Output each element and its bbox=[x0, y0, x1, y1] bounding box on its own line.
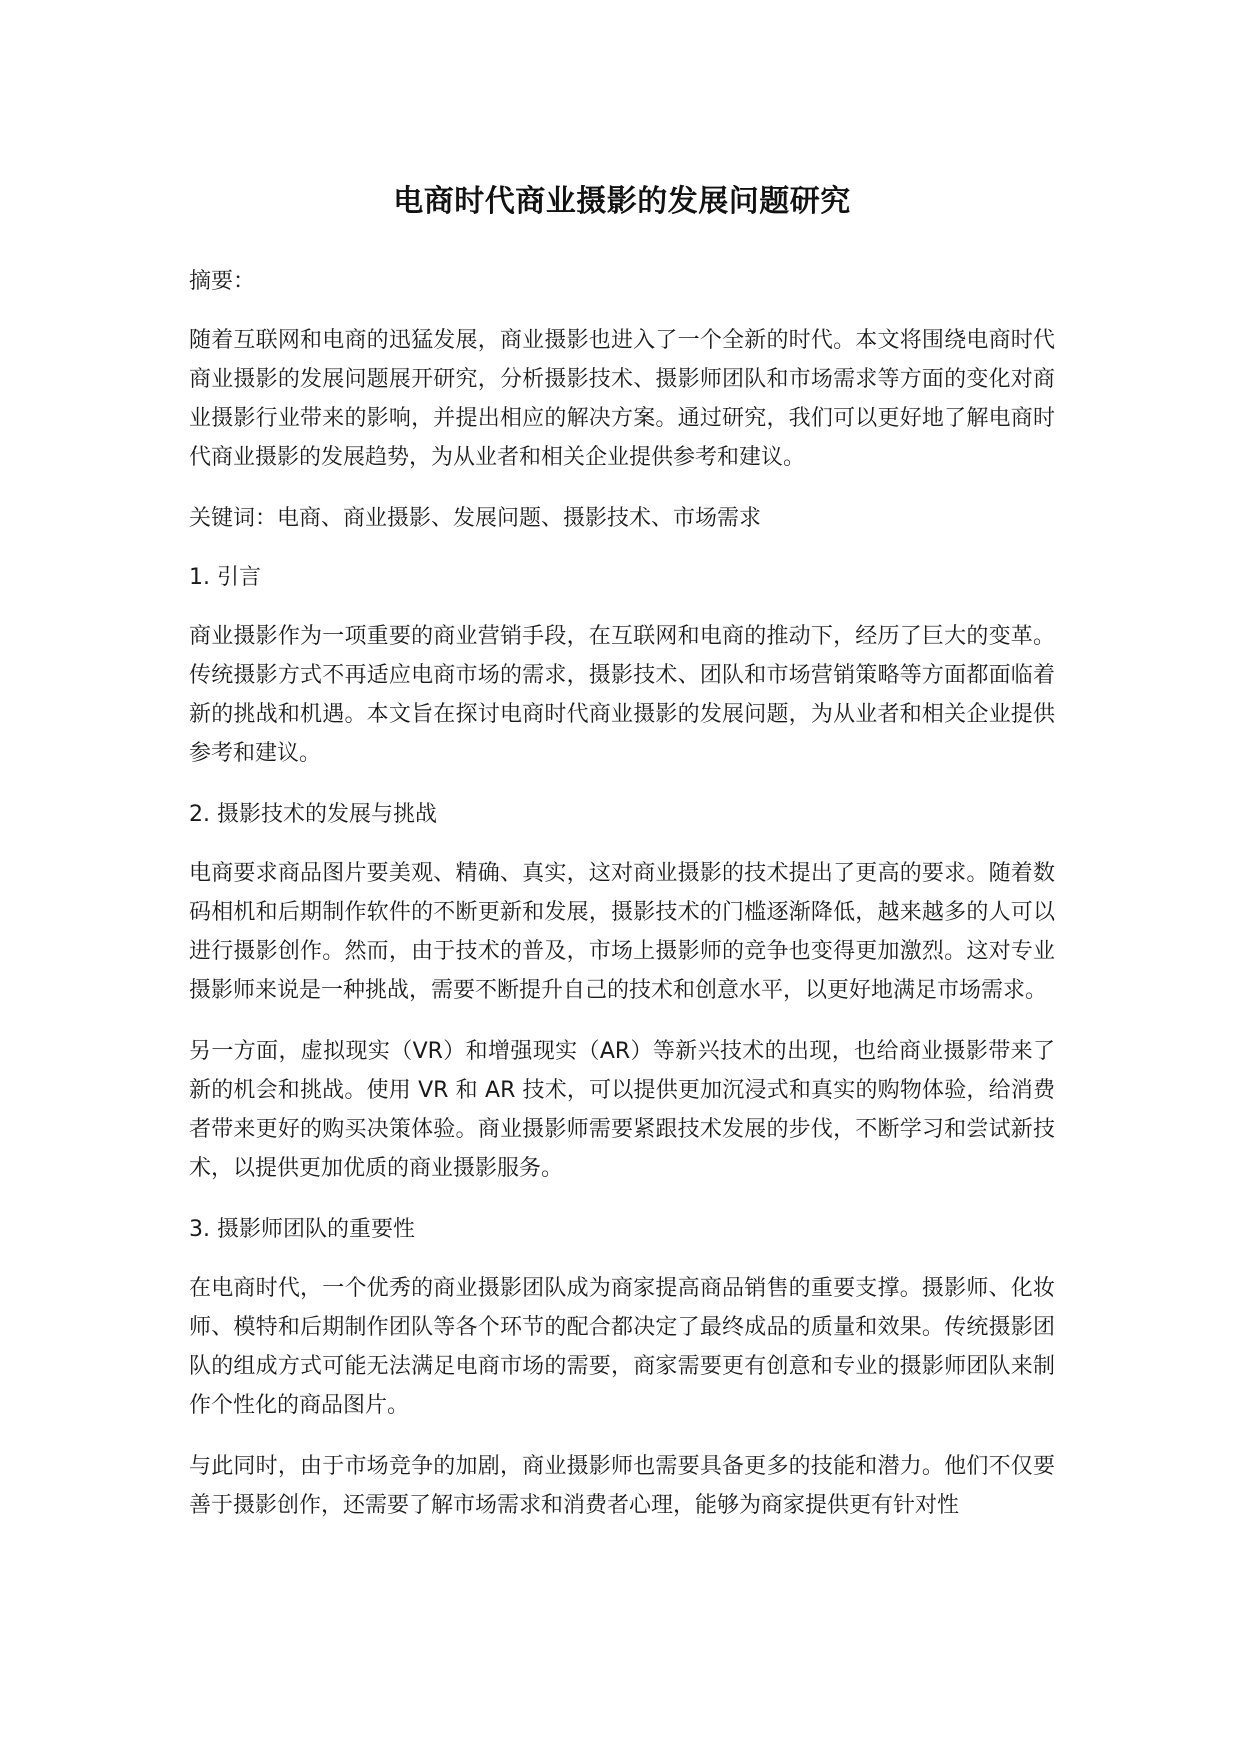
section-heading-introduction: 1. 引言 bbox=[189, 565, 261, 590]
document-title: 电商时代商业摄影的发展问题研究 bbox=[393, 184, 851, 219]
section-heading-team: 3. 摄影师团队的重要性 bbox=[189, 1217, 415, 1242]
introduction-paragraph: 商业摄影作为一项重要的商业营销手段，在互联网和电商的推动下，经历了巨大的变革。传统摄影方式不再适应电商市场的需求，摄影技术、团队和市场营销策略等方面都面临着新的挑战和机遇。本文旨在探讨电商时代商业摄影的发展问题，为从业者和相关企业提供参考和建议。 bbox=[189, 624, 1055, 766]
abstract-label: 摘要： bbox=[189, 269, 256, 294]
team-paragraph-1: 在电商时代，一个优秀的商业摄影团队成为商家提高商品销售的重要支撑。摄影师、化妆师、模特和后期制作团队等各个环节的配合都决定了最终成品的质量和效果。传统摄影团队的组成方式可能无法满足电商市场的需要，商家需要更有创意和专业的摄影师团队来制作个性化的商品图片。 bbox=[189, 1276, 1055, 1418]
document-body bbox=[189, 176, 1055, 1525]
technology-paragraph-1: 电商要求商品图片要美观、精确、真实，这对商业摄影的技术提出了更高的要求。随着数码相机和后期制作软件的不断更新和发展，摄影技术的门槛逐渐降低，越来越多的人可以进行摄影创作。然而，由于技术的普及，市场上摄影师的竞争也变得更加激烈。这对专业摄影师来说是一种挑战，需要不断提升自己的技术和创意水平，以更好地满足市场需求。 bbox=[189, 861, 1055, 1003]
abstract-paragraph: 随着互联网和电商的迅猛发展，商业摄影也进入了一个全新的时代。本文将围绕电商时代商业摄影的发展问题展开研究，分析摄影技术、摄影师团队和市场需求等方面的变化对商业摄影行业带来的影响，并提出相应的解决方案。通过研究，我们可以更好地了解电商时代商业摄影的发展趋势，为从业者和相关企业提供参考和建议。 bbox=[189, 328, 1055, 470]
technology-paragraph-2: 另一方面，虚拟现实（VR）和增强现实（AR）等新兴技术的出现，也给商业摄影带来了新的机会和挑战。使用 VR 和 AR 技术，可以提供更加沉浸式和真实的购物体验，给消费者带来更好的购买决策体验。商业摄影师需要紧跟技术发展的步伐，不断学习和尝试新技术，以提供更加优质的商业摄影服务。 bbox=[189, 1039, 1055, 1181]
keywords-line: 关键词：电商、商业摄影、发展问题、摄影技术、市场需求 bbox=[189, 506, 762, 531]
team-paragraph-2: 与此同时，由于市场竞争的加剧，商业摄影师也需要具备更多的技能和潜力。他们不仅要善于摄影创作，还需要了解市场需求和消费者心理，能够为商家提供更有针对性 bbox=[189, 1454, 1055, 1518]
section-heading-technology: 2. 摄影技术的发展与挑战 bbox=[189, 802, 437, 827]
